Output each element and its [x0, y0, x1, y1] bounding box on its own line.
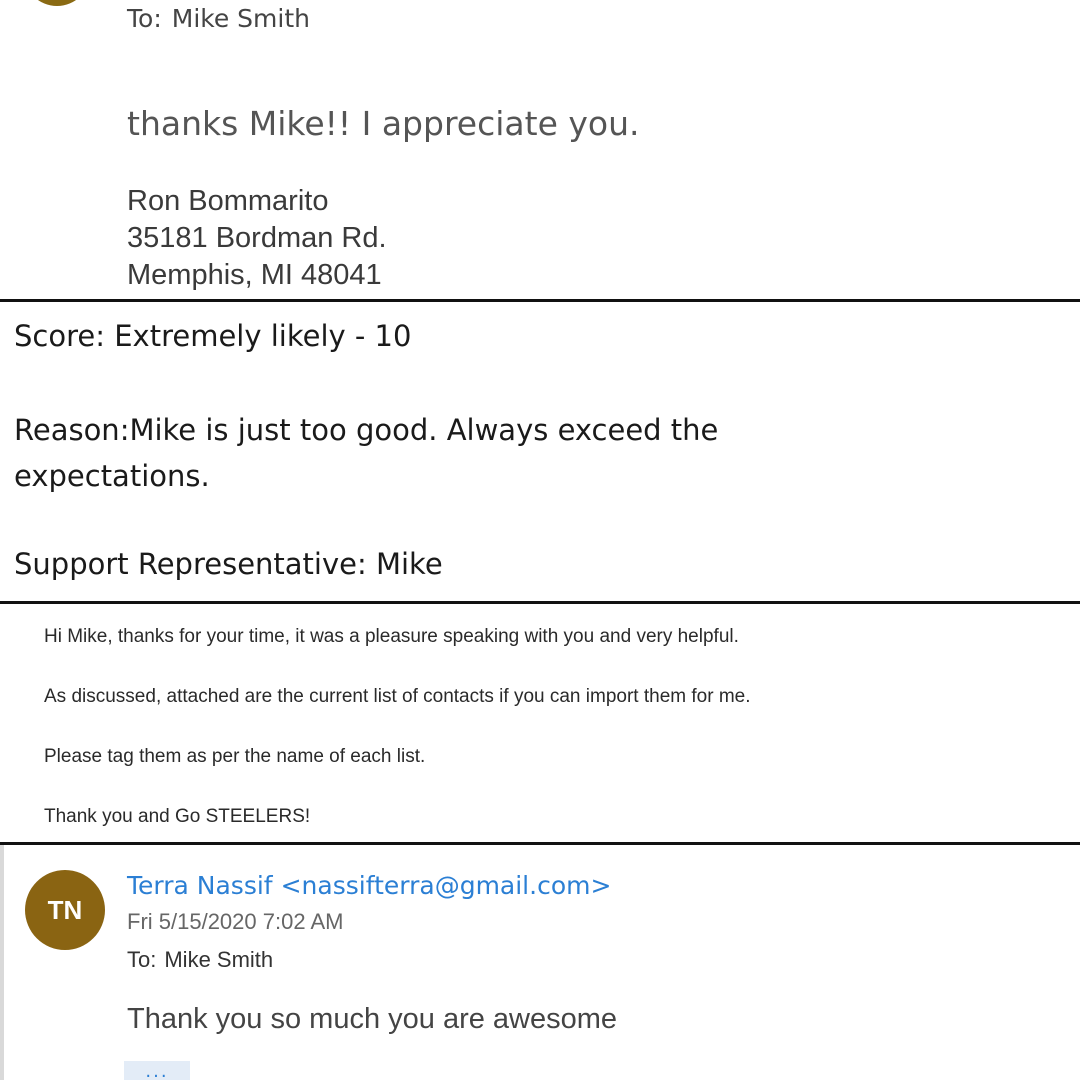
sender-name[interactable]: Terra Nassif	[127, 871, 273, 900]
signature-city: Memphis, MI 48041	[127, 259, 382, 291]
survey-score: Score: Extremely likely - 10	[14, 319, 412, 353]
to-label: To:	[127, 4, 162, 33]
message-date: Fri 5/15/2020 7:02 AM	[127, 909, 344, 934]
message-line: Thank you and Go STEELERS!	[44, 806, 311, 827]
sender-line[interactable]	[127, 871, 611, 900]
avatar-initials: TN	[47, 894, 83, 925]
message-line: As discussed, attached are the current list of contacts if you can import them for me.	[44, 686, 751, 707]
show-more-button[interactable]: ...	[124, 1061, 190, 1080]
recipient-line	[127, 947, 273, 973]
message-line: Hi Mike, thanks for your time, it was a pleasure speaking with you and very helpful.	[44, 626, 739, 647]
signature	[127, 183, 387, 294]
message-body: Thank you so much you are awesome	[127, 1003, 618, 1035]
message-body: thanks Mike!! I appreciate you.	[127, 104, 640, 143]
recipient-name[interactable]: Mike Smith	[164, 947, 274, 972]
survey-representative: Support Representative: Mike	[14, 547, 443, 581]
survey-reason: Reason:Mike is just too good. Always exceed the expectations.	[14, 413, 719, 493]
avatar	[24, 0, 90, 6]
email-message-panel	[0, 604, 1080, 842]
message-line: Please tag them as per the name of each list.	[44, 746, 426, 767]
to-label: To:	[127, 947, 157, 972]
signature-name: Ron Bommarito	[127, 185, 329, 217]
divider	[0, 299, 1080, 302]
survey-response-panel	[0, 303, 1080, 601]
sender-email[interactable]: <nassifterra@gmail.com>	[280, 871, 612, 900]
recipient-line	[127, 4, 310, 33]
email-reply-panel	[0, 0, 1080, 300]
signature-street: 35181 Bordman Rd.	[127, 222, 387, 254]
email-reply-panel	[0, 845, 1080, 1080]
recipient-name: Mike Smith	[171, 4, 310, 33]
avatar[interactable]	[25, 870, 105, 950]
